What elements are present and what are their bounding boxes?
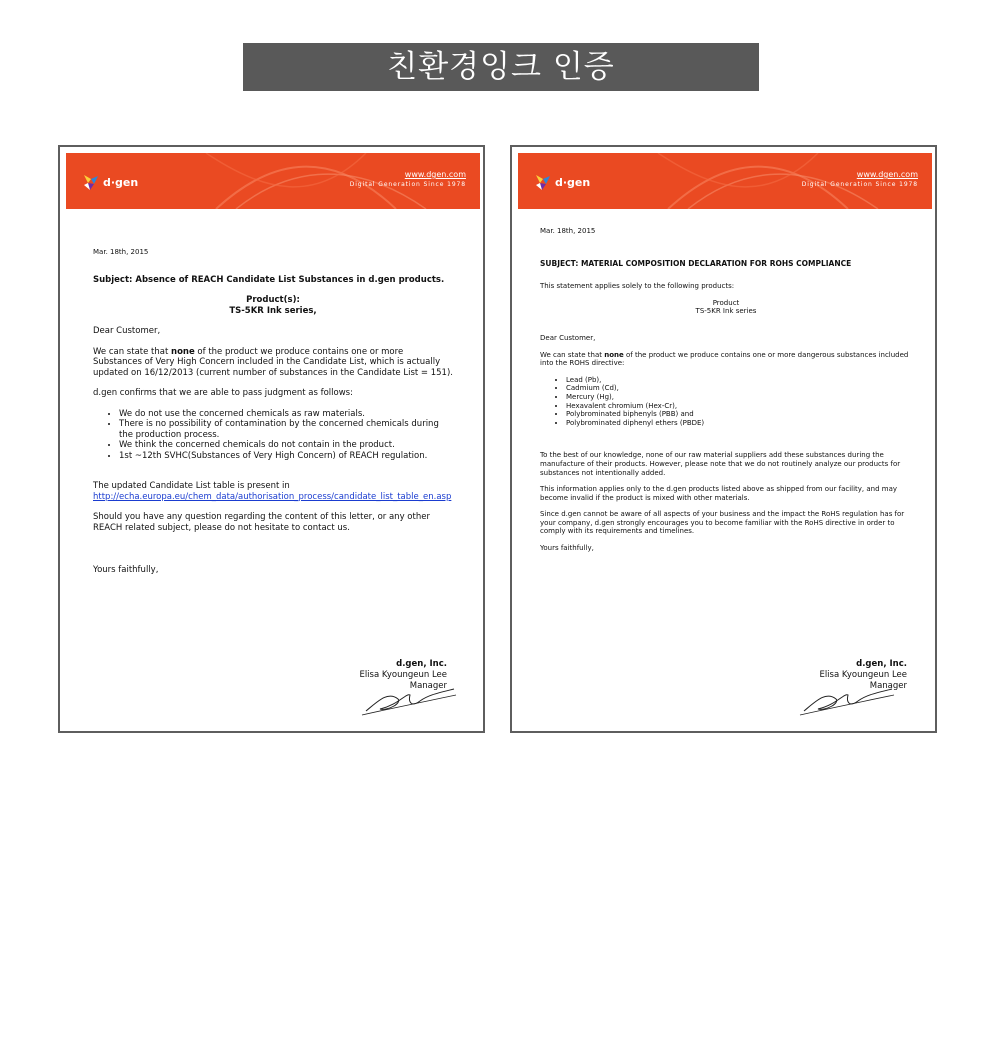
substance-list bbox=[540, 376, 912, 428]
statement-paragraph: We can state that none of the product we produce contains one or more Substances of Very High Concern included in the Candidate List, which is actually updated on 16/12/2013 (current number of substances in the Candidate List = 151). bbox=[93, 346, 453, 378]
product-label: Product(s): bbox=[246, 295, 300, 305]
signature-title: Manager bbox=[409, 681, 447, 691]
signature-company: d.gen, Inc. bbox=[396, 659, 447, 669]
letter-date: Mar. 18th, 2015 bbox=[93, 248, 149, 256]
product-label: Product bbox=[712, 298, 740, 307]
greeting: Dear Customer, bbox=[540, 333, 596, 342]
rohs-certificate bbox=[510, 145, 937, 733]
dgen-logo-icon bbox=[82, 173, 100, 191]
signature-company: d.gen, Inc. bbox=[856, 659, 907, 669]
list-item: • We do not use the concerned chemicals as raw materials. bbox=[119, 409, 453, 420]
tagline: Digital Generation Since 1978 bbox=[349, 181, 466, 188]
product-name: TS-5KR Ink series bbox=[695, 307, 757, 316]
closing: Yours faithfully, bbox=[93, 565, 159, 575]
letter-body bbox=[93, 247, 453, 576]
logo-text: d·gen bbox=[103, 175, 139, 189]
letterhead bbox=[518, 153, 932, 209]
letter-subject: Subject: Absence of REACH Candidate List Substances in d.gen products. bbox=[93, 274, 445, 285]
dgen-logo bbox=[82, 173, 138, 191]
list-item: • There is no possibility of contamination by the concerned chemicals during the production process. bbox=[119, 419, 453, 440]
tagline: Digital Generation Since 1978 bbox=[801, 181, 918, 188]
letter-date: Mar. 18th, 2015 bbox=[540, 227, 596, 235]
list-item: • Cadmium (Cd), bbox=[566, 384, 912, 393]
dgen-logo bbox=[534, 173, 590, 191]
awareness-paragraph: Since d.gen cannot be aware of all aspects of your business and the impact the RoHS regulation has for your company, d.gen strongly encourages you to become familiar with the RoHS directive in order to comply with its requirements and timelines. bbox=[540, 510, 905, 536]
signature-name: Elisa Kyoungeun Lee bbox=[819, 670, 907, 680]
page-title-banner: 친환경잉크 인증 bbox=[243, 43, 759, 91]
knowledge-paragraph: To the best of our knowledge, none of our raw material suppliers add these substances during the manufacture of their products. However, please note that we do not routinely analyze our products for substances not intentionally added. bbox=[540, 451, 901, 477]
applicability-paragraph: This information applies only to the d.gen products listed above as shipped from our facility, and may become invalid if the product is mixed with other materials. bbox=[540, 485, 898, 502]
echa-link[interactable]: http://echa.europa.eu/chem_data/authorisation_process/candidate_list_table_en.asp bbox=[93, 491, 452, 502]
letterhead bbox=[66, 153, 480, 209]
signature-name: Elisa Kyoungeun Lee bbox=[359, 670, 447, 680]
list-item: • 1st ~12th SVHC(Substances of Very High Concern) of REACH regulation. bbox=[119, 451, 453, 462]
website-link[interactable]: www.dgen.com bbox=[856, 170, 918, 179]
list-item: • Polybrominated diphenyl ethers (PBDE) bbox=[566, 419, 912, 428]
dgen-logo-icon bbox=[534, 173, 552, 191]
list-item: • We think the concerned chemicals do not contain in the product. bbox=[119, 440, 453, 451]
list-item: • Mercury (Hg), bbox=[566, 393, 912, 402]
applies-to-intro: This statement applies solely to the following products: bbox=[540, 282, 735, 291]
judgment-intro: d.gen confirms that we are able to pass judgment as follows: bbox=[93, 388, 353, 398]
list-item: • Lead (Pb), bbox=[566, 376, 912, 385]
logo-text: d·gen bbox=[555, 175, 591, 189]
product-name: TS-5KR Ink series, bbox=[229, 305, 317, 316]
list-item: • Polybrominated biphenyls (PBB) and bbox=[566, 410, 912, 419]
website-link[interactable]: www.dgen.com bbox=[404, 170, 466, 179]
signature-title: Manager bbox=[869, 681, 907, 691]
candidate-list-note: The updated Candidate List table is present in bbox=[93, 481, 290, 491]
list-item: • Hexavalent chromium (Hex-Cr), bbox=[566, 402, 912, 411]
letter-subject: SUBJECT: MATERIAL COMPOSITION DECLARATION FOR ROHS COMPLIANCE bbox=[540, 258, 852, 268]
handwritten-signature bbox=[796, 681, 896, 717]
closing: Yours faithfully, bbox=[540, 544, 594, 553]
judgment-list bbox=[93, 409, 453, 462]
contact-paragraph: Should you have any question regarding the content of this letter, or any other REACH related subject, please do not hesitate to contact us. bbox=[93, 512, 430, 533]
statement-paragraph: We can state that none of the product we produce contains one or more dangerous substances included into the ROHS directive: bbox=[540, 350, 909, 368]
letter-body bbox=[540, 227, 912, 553]
reach-certificate bbox=[58, 145, 485, 733]
handwritten-signature bbox=[358, 681, 458, 717]
greeting: Dear Customer, bbox=[93, 326, 161, 336]
